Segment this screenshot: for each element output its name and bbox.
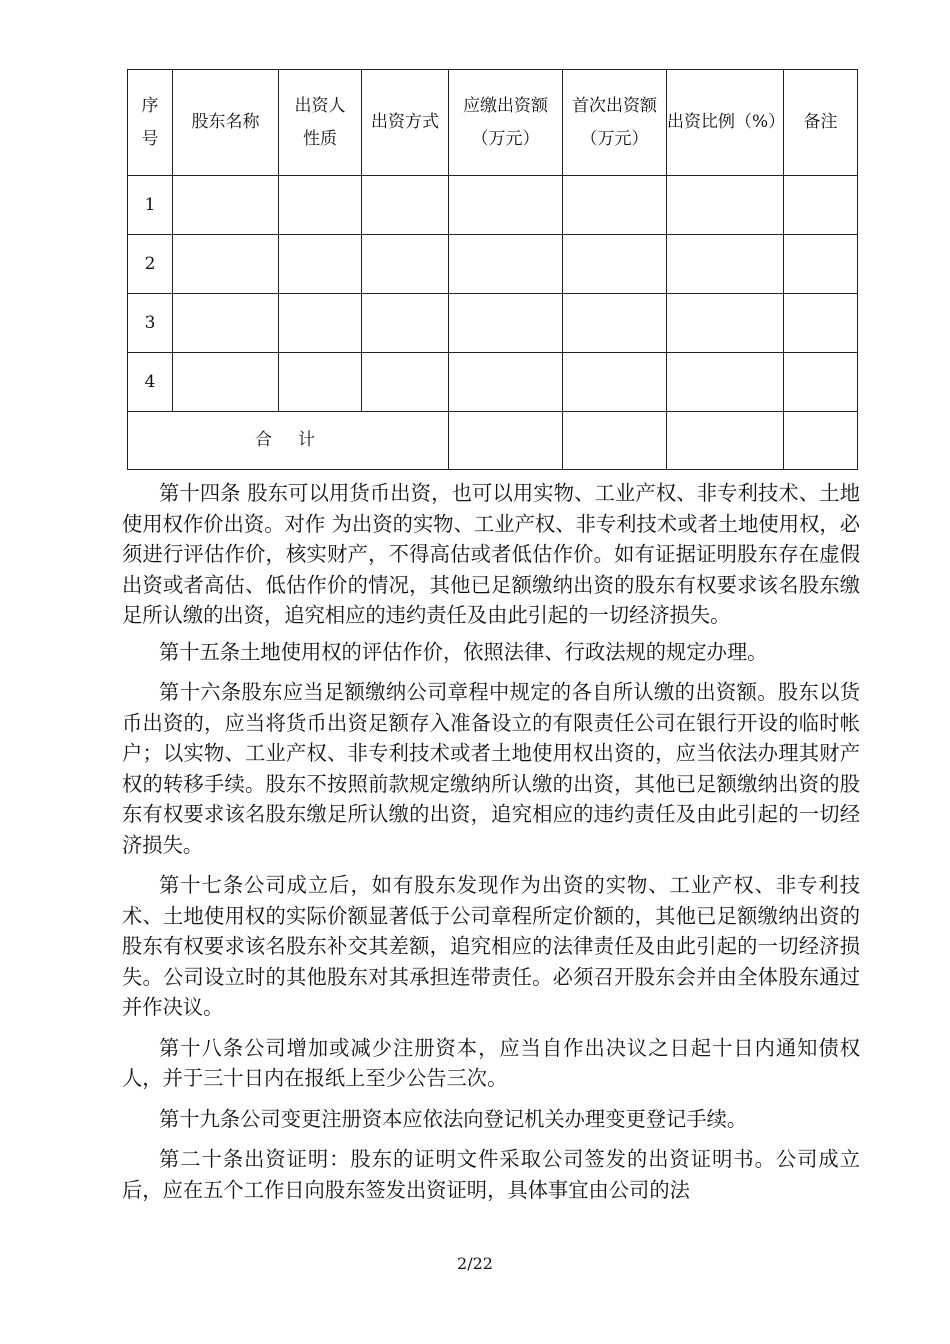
article-14: 第十四条 股东可以用货币出资，也可以用实物、工业产权、非专利技术、土地使用权作价出资。对作 为出资的实物、工业产权、非专利技术或者土地使用权，必须进行评估作价，核实财产，不得高估或者低估作价。如有证据证明股东存在虚假出资或者高估、低估作价的情况，其他已足额缴纳出资的股东有权要求该名股东缴足所认缴的出资，追究相应的违约责任及由此引起的一切经济损失。	[122, 481, 860, 627]
table-cell	[784, 235, 858, 294]
table-cell	[449, 176, 563, 235]
table-cell	[563, 294, 667, 353]
articles-body	[122, 478, 860, 1215]
table-cell	[362, 353, 449, 412]
table-cell	[784, 294, 858, 353]
row-seq: 1	[128, 176, 173, 235]
total-cell	[563, 412, 667, 470]
table-cell	[173, 176, 279, 235]
article-15: 第十五条土地使用权的评估作价，依照法律、行政法规的规定办理。	[159, 639, 768, 664]
table-cell	[667, 353, 784, 412]
table-row	[128, 294, 858, 353]
page-number: 2/22	[457, 1254, 493, 1273]
article-19: 第十九条公司变更注册资本应依法向登记机关办理变更登记手续。	[159, 1106, 748, 1131]
table-cell	[362, 176, 449, 235]
row-seq: 4	[128, 353, 173, 412]
total-cell	[667, 412, 784, 470]
table-cell	[279, 176, 362, 235]
table-cell	[173, 235, 279, 294]
header-investor-nature: 出资人 性质	[279, 70, 362, 176]
table-row	[128, 235, 858, 294]
table-cell	[279, 235, 362, 294]
table-cell	[563, 176, 667, 235]
table-row	[128, 176, 858, 235]
table-cell	[449, 294, 563, 353]
table-cell	[362, 235, 449, 294]
table-cell	[563, 235, 667, 294]
table-cell	[449, 353, 563, 412]
table-cell	[667, 294, 784, 353]
header-shareholder-name: 股东名称	[173, 70, 279, 176]
table-cell	[173, 294, 279, 353]
total-row	[128, 412, 858, 470]
header-contribution-method: 出资方式	[362, 70, 449, 176]
table-cell	[667, 235, 784, 294]
shareholder-contribution-table	[127, 69, 858, 470]
header-due-amount: 应缴出资额 （万元）	[449, 70, 563, 176]
total-cell	[449, 412, 563, 470]
table-cell	[362, 294, 449, 353]
table-row	[128, 353, 858, 412]
article-20: 第二十条出资证明：股东的证明文件采取公司签发的出资证明书。公司成立后，应在五个工作日向股东签发出资证明，具体事宜由公司的法	[122, 1147, 860, 1202]
table-cell	[279, 294, 362, 353]
header-first-amount: 首次出资额 （万元）	[563, 70, 667, 176]
table-cell	[279, 353, 362, 412]
table-cell	[784, 353, 858, 412]
table-cell	[563, 353, 667, 412]
header-contribution-ratio: 出资比例（%）	[667, 70, 784, 176]
header-seq: 序 号	[128, 70, 173, 176]
article-17: 第十七条公司成立后，如有股东发现作为出资的实物、工业产权、非专利技术、土地使用权的实际价额显著低于公司章程所定价额的，其他已足额缴纳出资的股东有权要求该名股东补交其差额，追究相应的法律责任及由此引起的一切经济损失。公司设立时的其他股东对其承担连带责任。必须召开股东会并由全体股东通过并作决议。	[122, 873, 860, 1019]
total-cell	[784, 412, 858, 470]
row-seq: 2	[128, 235, 173, 294]
table-cell	[784, 176, 858, 235]
table-header-row	[128, 70, 858, 176]
article-16: 第十六条股东应当足额缴纳公司章程中规定的各自所认缴的出资额。股东以货币出资的，应当将货币出资足额存入准备设立的有限责任公司在银行开设的临时帐户；以实物、工业产权、非专利技术或者土地使用权出资的，应当依法办理其财产权的转移手续。股东不按照前款规定缴纳所认缴的出资，其他已足额缴纳出资的股东有权要求该名股东缴足所认缴的出资，追究相应的违约责任及由此引起的一切经济损失。	[122, 680, 860, 857]
row-seq: 3	[128, 294, 173, 353]
total-label: 合计	[128, 412, 449, 470]
table-cell	[173, 353, 279, 412]
header-remark: 备注	[784, 70, 858, 176]
table-cell	[449, 235, 563, 294]
article-18: 第十八条公司增加或减少注册资本，应当自作出决议之日起十日内通知债权人，并于三十日内在报纸上至少公告三次。	[122, 1035, 860, 1090]
table-cell	[667, 176, 784, 235]
